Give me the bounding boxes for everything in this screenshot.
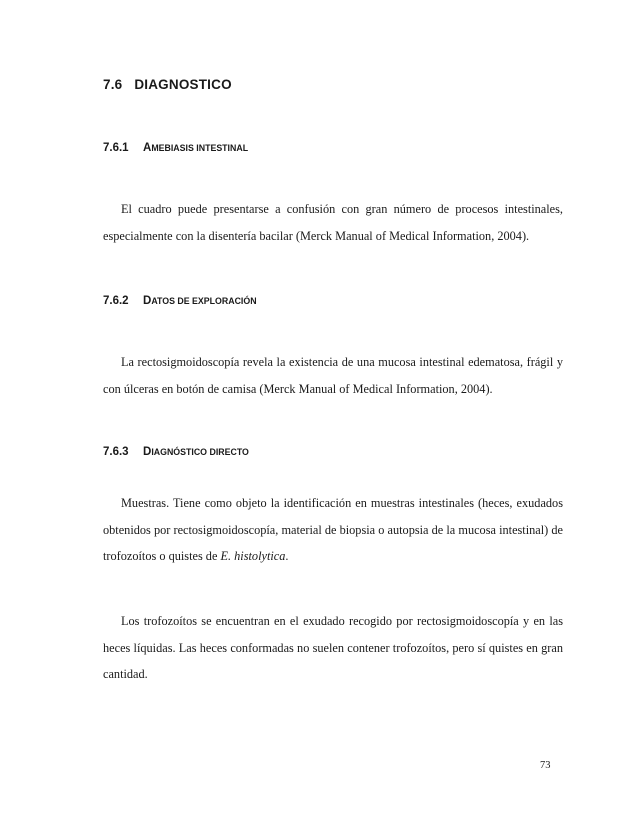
section-title: DIAGNOSTICO [134, 77, 232, 92]
subsection-title-initial: A [143, 142, 152, 154]
paragraph-text: La rectosigmoidoscopía revela la existencia de una mucosa intestinal edematosa, frágil y con úlceras en botón de camisa (Merck Manual of Medical Information, 2004). [103, 355, 563, 396]
subsection-number: 7.6.3 [103, 446, 129, 458]
paragraph-text: Los trofozoítos se encuentran en el exudado recogido por rectosigmoidoscopía y en las heces líquidas. Las heces conformadas no suelen contener trofozoítos, pero sí quistes en gran cantidad. [103, 614, 563, 681]
paragraph-amebiasis [103, 196, 563, 249]
paragraph-exploracion [103, 349, 563, 402]
section-number: 7.6 [103, 77, 123, 92]
paragraph-text: Muestras. Tiene como objeto la identificación en muestras intestinales (heces, exudados obtenidos por rectosigmoidoscopía, material de biopsia o autopsia de la mucosa intestinal) de trofozoítos o quistes de [103, 496, 563, 563]
subsection-heading-amebiasis [103, 142, 248, 154]
paragraph-muestras [103, 490, 563, 570]
paragraph-text-end: . [285, 549, 289, 563]
paragraph-trofozoitos [103, 608, 563, 688]
subsection-title-initial: D [143, 446, 152, 458]
species-name: E. histolytica [220, 549, 286, 563]
subsection-heading-exploracion [103, 295, 257, 307]
subsection-title-rest: IAGNÓSTICO DIRECTO [151, 447, 249, 457]
subsection-title-initial: D [143, 295, 152, 307]
subsection-title-rest: MEBIASIS INTESTINAL [151, 143, 249, 153]
subsection-title-rest: ATOS DE EXPLORACIÓN [151, 296, 257, 306]
section-heading [103, 77, 232, 92]
paragraph-text: El cuadro puede presentarse a confusión con gran número de procesos intestinales, especialmente con la disentería bacilar (Merck Manual of Medical Information, 2004). [103, 202, 563, 243]
subsection-number: 7.6.1 [103, 142, 129, 154]
subsection-number: 7.6.2 [103, 295, 129, 307]
subsection-heading-diagnostico-directo [103, 446, 249, 458]
page-number: 73 [540, 760, 551, 771]
